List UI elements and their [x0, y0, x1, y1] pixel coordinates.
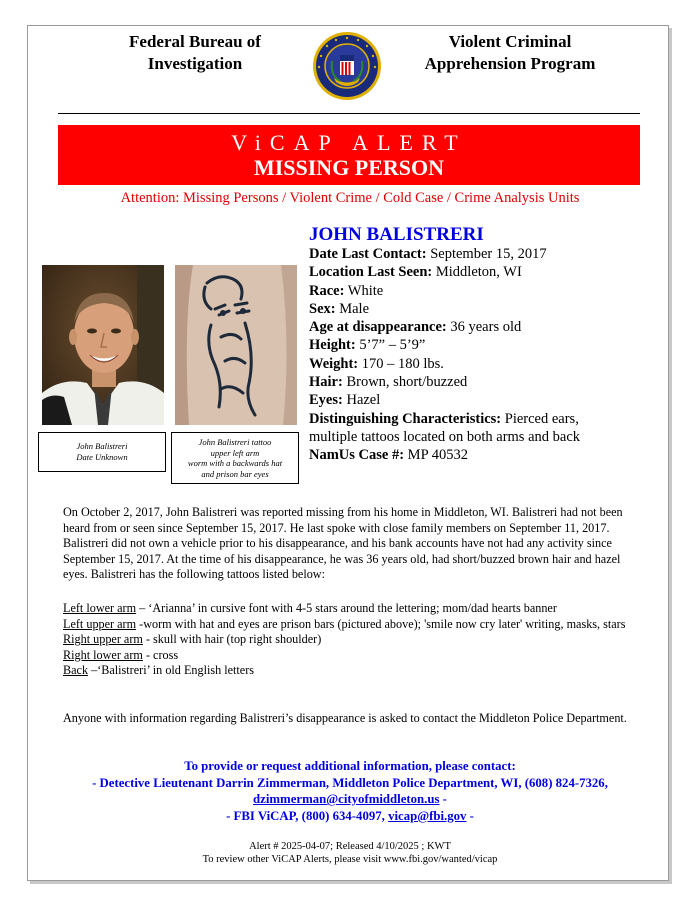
fact-weight: Weight: 170 – 180 lbs. — [309, 355, 444, 372]
fbi-seal-icon — [312, 31, 382, 101]
program-name: Violent Criminal Apprehension Program — [424, 32, 596, 73]
tattoo-item: Right lower arm - cross — [63, 647, 179, 662]
tattoo-caption: John Balistreri tattoo upper left arm worm with a backwards hat and prison bar eyes — [171, 432, 299, 484]
fact-race: Race: White — [309, 282, 384, 299]
banner-title: ViCAP ALERT — [231, 130, 467, 155]
vicap-email-link[interactable]: vicap@fbi.gov — [388, 808, 467, 823]
fact-hair: Hair: Brown, short/buzzed — [309, 374, 468, 391]
alert-number: Alert # 2025-04-07; Released 4/10/2025 ; KWT — [249, 841, 451, 852]
portrait-photo — [42, 265, 164, 425]
attention-line: Attention: Missing Persons / Violent Crime / Cold Case / Crime Analysis Units — [120, 190, 580, 206]
narrative-paragraph: On October 2, 2017, John Balistreri was reported missing from his home in Middleton, WI. Balistreri had not been heard from or seen since September 15, 2017. He last spoke with close family members on September 11, 2017. Balistreri did not own a vehicle prior to his disappearance, and his bank accounts have not had any activity since September 15, 2017. At the time of his disappearance, he was 36 years old, had short/buzzed brown hair and hazel eyes. Balistreri has the following tattoos listed below: — [63, 505, 623, 582]
fact-eyes: Eyes: Hazel — [309, 392, 381, 409]
subject-facts — [309, 245, 649, 465]
fact-height: Height: 5’7” – 5’9” — [309, 337, 426, 354]
fact-date-last-contact: Date Last Contact: September 15, 2017 — [309, 246, 547, 262]
tattoo-item: Back –‘Balistreri’ in old English letters — [63, 663, 255, 678]
fact-location-last-seen: Location Last Seen: Middleton, WI — [309, 264, 522, 281]
fact-namus-case: NamUs Case #: MP 40532 — [309, 447, 468, 464]
header-divider — [58, 113, 640, 114]
contact-fbi-line: - FBI ViCAP, (800) 634-4097, vicap@fbi.gov - — [226, 808, 474, 823]
alert-banner — [58, 125, 640, 185]
tattoo-item: Right upper arm - skull with hair (top right shoulder) — [63, 632, 322, 647]
contact-heading: To provide or request additional information, please contact: — [184, 759, 516, 773]
detective-email-link[interactable]: dzimmerman@cityofmiddleton.us — [253, 792, 440, 807]
banner-subtitle: MISSING PERSON — [253, 155, 445, 180]
tattoo-item: Left lower arm – ‘Arianna’ in cursive font with 4-5 stars around the lettering; mom/dad hearts banner — [63, 601, 557, 615]
tattoo-item: Left upper arm -worm with hat and eyes are prison bars (pictured above); 'smile now cry later' writing, masks, stars — [63, 616, 626, 631]
fact-distinguishing-cont: multiple tattoos located on both arms and back — [309, 428, 581, 445]
tattoo-photo — [175, 265, 297, 425]
fact-distinguishing: Distinguishing Characteristics: Pierced ears, — [309, 410, 579, 427]
fact-age: Age at disappearance: 36 years old — [309, 319, 522, 336]
contact-request-paragraph: Anyone with information regarding Balistreri’s disappearance is asked to contact the Middleton Police Department. — [63, 711, 627, 725]
subject-name: JOHN BALISTRERI — [309, 224, 484, 245]
contact-email-line: dzimmerman@cityofmiddleton.us - — [253, 792, 447, 807]
fact-sex: Sex: Male — [309, 300, 370, 317]
portrait-caption: John Balistreri Date Unknown — [38, 432, 166, 472]
tattoo-list — [63, 601, 641, 679]
contact-detective: - Detective Lieutenant Darrin Zimmerman, Middleton Police Department, WI, (608) 824-7326, — [92, 775, 608, 790]
footer — [40, 840, 660, 866]
agency-name: Federal Bureau of Investigation — [129, 32, 261, 73]
contact-block — [40, 758, 660, 824]
review-alerts-note: To review other ViCAP Alerts, please visit www.fbi.gov/wanted/vicap — [202, 854, 498, 865]
